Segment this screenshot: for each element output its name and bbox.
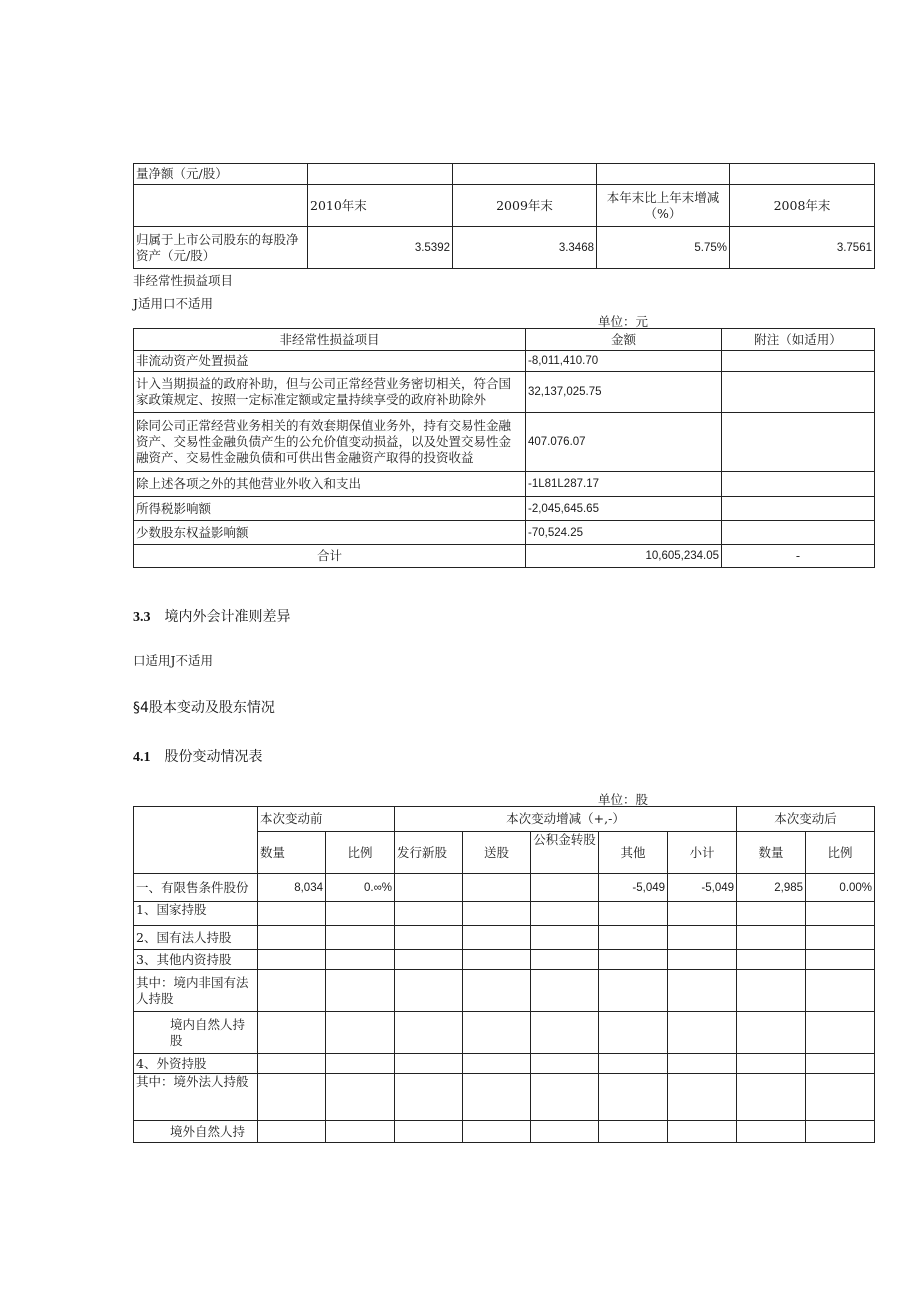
table-cell	[668, 1054, 737, 1074]
row-label: 计入当期损益的政府补助，但与公司正常经营业务密切相关，符合国家政策规定、按照一定标准定额或定量持续享受的政府补助除外	[134, 372, 526, 413]
table-cell	[463, 926, 531, 950]
table-cell: 2,985	[737, 874, 806, 902]
section-3-3-heading	[133, 606, 291, 626]
section-4-heading: §4股本变动及股东情况	[133, 700, 275, 716]
table-cell: 5.75%	[597, 227, 730, 269]
nonrec-unit: 单位：元	[598, 314, 649, 329]
table-cell: -8,011,410.70	[526, 351, 722, 372]
table-cell	[668, 950, 737, 970]
table-cell	[531, 1054, 599, 1074]
table-cell	[531, 874, 599, 902]
table-cell	[599, 1054, 668, 1074]
row-label: 2、国有法人持股	[134, 926, 258, 950]
row-label: 境外自然人持	[134, 1121, 258, 1143]
table-cell	[395, 950, 463, 970]
table-cell	[737, 902, 806, 926]
table-cell	[463, 874, 531, 902]
table-cell: 3.5392	[308, 227, 453, 269]
group-header-before: 本次变动前	[258, 807, 395, 832]
table-cell	[737, 970, 806, 1012]
table-cell	[806, 1054, 875, 1074]
table-cell	[668, 1074, 737, 1121]
table-cell: 3.7561	[730, 227, 875, 269]
group-header-change: 本次变动增减（+,-）	[395, 807, 737, 832]
row-label: 少数股东权益影响额	[134, 521, 526, 545]
section-4-1-unit: 单位：股	[598, 792, 649, 807]
table-cell: 8,034	[258, 874, 326, 902]
table-cell	[258, 970, 326, 1012]
table-cell	[326, 1074, 395, 1121]
section-number: 4.1	[133, 750, 151, 765]
table-cell	[453, 164, 597, 185]
table-cell	[599, 1074, 668, 1121]
table-cell	[326, 950, 395, 970]
table-cell	[531, 1012, 599, 1054]
table-cell	[722, 351, 875, 372]
row-label: 4、外资持股	[134, 1054, 258, 1074]
table-cell: -5,049	[599, 874, 668, 902]
table-cell	[395, 1121, 463, 1143]
column-header: 其他	[599, 832, 668, 874]
table-cell	[531, 902, 599, 926]
table-cell	[258, 926, 326, 950]
table-cell	[326, 1121, 395, 1143]
table-cell	[326, 902, 395, 926]
table-cell	[463, 1074, 531, 1121]
table-cell	[463, 950, 531, 970]
table-cell	[463, 902, 531, 926]
table-cell	[395, 1054, 463, 1074]
table-cell	[258, 1074, 326, 1121]
table-cell	[806, 970, 875, 1012]
table-cell: -1L81L287.17	[526, 472, 722, 497]
column-header: 金额	[526, 329, 722, 351]
table-cell	[599, 970, 668, 1012]
table-cell	[599, 1121, 668, 1143]
column-header: 比例	[326, 832, 395, 874]
table-cell	[463, 1054, 531, 1074]
table-cell	[806, 1121, 875, 1143]
table-cell	[599, 1012, 668, 1054]
table-cell	[730, 164, 875, 185]
table-cell	[134, 807, 258, 874]
section-title: 境内外会计准则差异	[164, 609, 291, 625]
row-label: 境内自然人持股	[134, 1012, 258, 1054]
row-label: 非流动资产处置损益	[134, 351, 526, 372]
table-cell	[258, 950, 326, 970]
table-cell	[326, 970, 395, 1012]
table-cell	[395, 1074, 463, 1121]
table-cell: 32,137,025.75	[526, 372, 722, 413]
table-cell	[531, 1121, 599, 1143]
table-cell	[599, 950, 668, 970]
row-label: 所得税影响额	[134, 497, 526, 521]
table-cell	[326, 1054, 395, 1074]
table-cell	[395, 926, 463, 950]
column-header: 附注（如适用）	[722, 329, 875, 351]
table-cell	[308, 164, 453, 185]
table-cell	[668, 902, 737, 926]
table-cell	[668, 1121, 737, 1143]
table-cell	[668, 926, 737, 950]
table-cell	[737, 1054, 806, 1074]
row-label: 归属于上市公司股东的每股净资产（元/股）	[134, 227, 308, 269]
table-cell	[722, 372, 875, 413]
row-label: 除上述各项之外的其他营业外收入和支出	[134, 472, 526, 497]
section-3-3-applicability: 口适用J不适用	[133, 653, 214, 668]
column-header: 本年末比上年末增减（%）	[597, 185, 730, 227]
column-header: 小计	[668, 832, 737, 874]
row-label: 3、其他内资持股	[134, 950, 258, 970]
row-label: 1、国家持股	[134, 902, 258, 926]
table-cell	[597, 164, 730, 185]
non-recurring-items-table	[133, 328, 875, 568]
total-label: 合计	[134, 545, 526, 568]
table-cell	[737, 1074, 806, 1121]
table-cell	[326, 926, 395, 950]
table-cell	[134, 185, 308, 227]
table-cell	[722, 497, 875, 521]
table-cell	[395, 902, 463, 926]
table-cell: -5,049	[668, 874, 737, 902]
row-label: 其中：境内非国有法人持股	[134, 970, 258, 1012]
table-cell	[326, 1012, 395, 1054]
table-cell	[722, 472, 875, 497]
column-header: 非经常性损益项目	[134, 329, 526, 351]
nonrec-applicability: J适用口不适用	[133, 296, 214, 311]
table-cell	[395, 970, 463, 1012]
table-cell	[599, 902, 668, 926]
total-amount: 10,605,234.05	[526, 545, 722, 568]
table-cell: 407.076.07	[526, 413, 722, 472]
total-note: -	[722, 545, 875, 568]
column-header: 发行新股	[395, 832, 463, 874]
table-cell: -2,045,645.65	[526, 497, 722, 521]
table-cell	[531, 950, 599, 970]
table-cell	[395, 874, 463, 902]
table-cell	[737, 926, 806, 950]
table-cell	[806, 926, 875, 950]
table-cell: 0.∞%	[326, 874, 395, 902]
column-header: 2008年末	[730, 185, 875, 227]
table-cell	[531, 926, 599, 950]
column-header: 数量	[258, 832, 326, 874]
table-cell	[258, 902, 326, 926]
table-cell	[722, 521, 875, 545]
table-cell	[258, 1054, 326, 1074]
table-cell	[668, 970, 737, 1012]
row-label: 一、有限售条件股份	[134, 874, 258, 902]
share-change-table	[133, 806, 875, 1143]
column-header: 数量	[737, 832, 806, 874]
table-cell: -70,524.25	[526, 521, 722, 545]
nonrec-title: 非经常性损益项目	[133, 273, 234, 288]
table-cell	[258, 1121, 326, 1143]
table-cell	[395, 1012, 463, 1054]
table-cell	[806, 1074, 875, 1121]
column-header: 比例	[806, 832, 875, 874]
table-cell	[463, 1121, 531, 1143]
column-header: 公积金转股	[531, 832, 599, 874]
table-cell: 0.00%	[806, 874, 875, 902]
table-cell: 3.3468	[453, 227, 597, 269]
table-cell	[737, 1121, 806, 1143]
table-cell	[463, 1012, 531, 1054]
table-cell	[806, 1012, 875, 1054]
row-label: 其中：境外法人持般	[134, 1074, 258, 1121]
section-number: 3.3	[133, 610, 151, 625]
section-title: 股份变动情况表	[164, 749, 263, 765]
table-cell	[806, 902, 875, 926]
group-header-after: 本次变动后	[737, 807, 875, 832]
table-cell	[531, 1074, 599, 1121]
table-cell	[668, 1012, 737, 1054]
table-cell	[722, 413, 875, 472]
column-header: 送股	[463, 832, 531, 874]
row-label: 除同公司正常经营业务相关的有效套期保值业务外，持有交易性金融资产、交易性金融负债产生的公允价值变动损益，以及处置交易性金融资产、交易性金融负债和可供出售金融资产取得的投资收益	[134, 413, 526, 472]
table-cell	[737, 950, 806, 970]
table-cell	[258, 1012, 326, 1054]
column-header: 2010年末	[308, 185, 453, 227]
per-share-net-assets-table	[133, 163, 875, 269]
table-cell	[737, 1012, 806, 1054]
column-header: 2009年末	[453, 185, 597, 227]
table-cell	[531, 970, 599, 1012]
table-cell: 量净额（元/股）	[134, 164, 308, 185]
table-cell	[599, 926, 668, 950]
section-4-1-heading	[133, 746, 263, 766]
table-cell	[463, 970, 531, 1012]
table-cell	[806, 950, 875, 970]
